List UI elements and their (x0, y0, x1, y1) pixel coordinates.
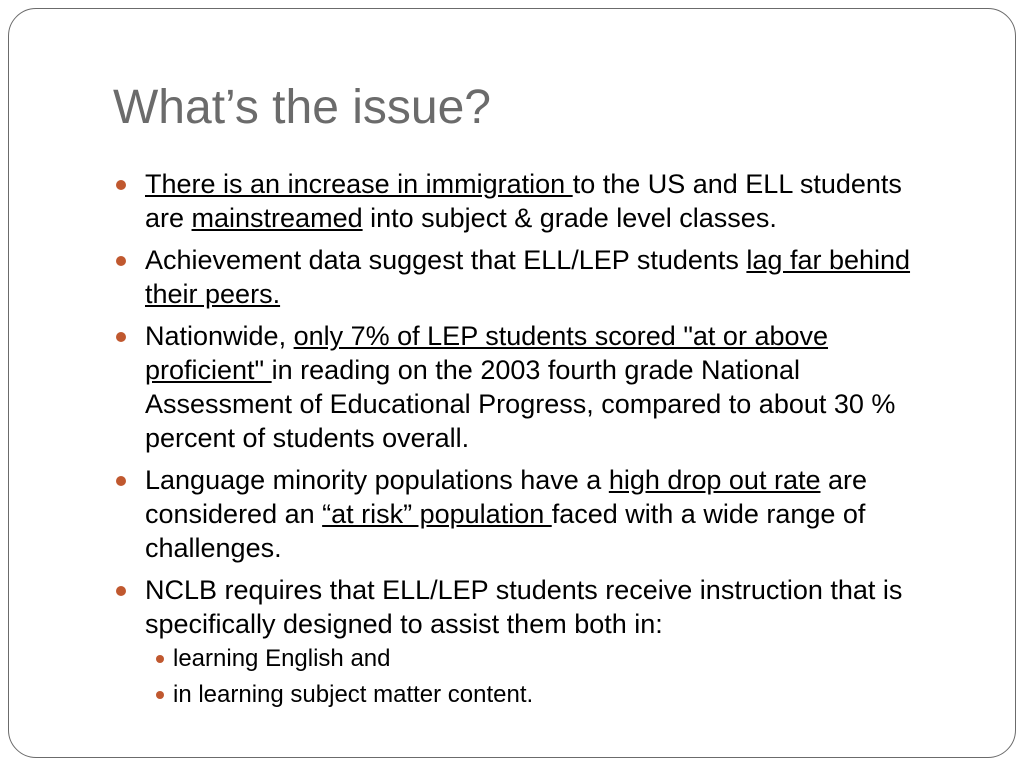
round-bullet-icon (116, 180, 126, 190)
bullet-list (116, 167, 946, 721)
underlined-text: lag far behind their peers. (145, 245, 911, 309)
sub-bullet-text: in learning subject matter content. (173, 681, 534, 708)
bullet-text: Language minority populations have a (145, 465, 609, 495)
underlined-text: high drop out rate (608, 465, 821, 495)
underlined-text: There is an increase in immigration (145, 169, 573, 199)
slide-title: What’s the issue? (113, 81, 491, 134)
bullet-text: Achievement data suggest that ELL/LEP students (145, 245, 747, 275)
bullet-item-nationwide (116, 319, 946, 455)
bullet-item-achievement (116, 243, 946, 311)
sub-bullet-item (145, 641, 946, 677)
bullet-text: NCLB requires that ELL/LEP students receive instruction that is specifically designed to assist them both in: (145, 575, 903, 639)
bullet-text: Nationwide, (145, 321, 294, 351)
sub-bullet-text: learning English and (173, 645, 391, 672)
bullet-item-nclb (116, 573, 946, 713)
sub-bullet-item (145, 677, 946, 713)
round-bullet-icon (156, 655, 164, 663)
sub-bullet-list (145, 641, 946, 713)
round-bullet-icon (116, 256, 126, 266)
round-bullet-icon (156, 691, 164, 699)
bullet-text: to the US and ELL students are (145, 169, 902, 233)
underlined-text: “at risk” population (322, 499, 552, 529)
round-bullet-icon (116, 476, 126, 486)
bullet-text: into subject & grade level classes. (362, 203, 777, 233)
bullet-text: in reading on the 2003 fourth grade National Assessment of Educational Progress, compared to about 30 % percent of students overall. (145, 355, 896, 453)
bullet-item-immigration (116, 167, 946, 235)
underlined-text: mainstreamed (191, 203, 363, 233)
round-bullet-icon (116, 332, 126, 342)
bullet-text: faced with a wide range of challenges. (145, 499, 866, 563)
bullet-item-language-minority (116, 463, 946, 565)
round-bullet-icon (116, 586, 126, 596)
bullet-text: are considered an (145, 465, 868, 529)
underlined-text: only 7% of LEP students scored "at or above proficient" (145, 321, 829, 385)
